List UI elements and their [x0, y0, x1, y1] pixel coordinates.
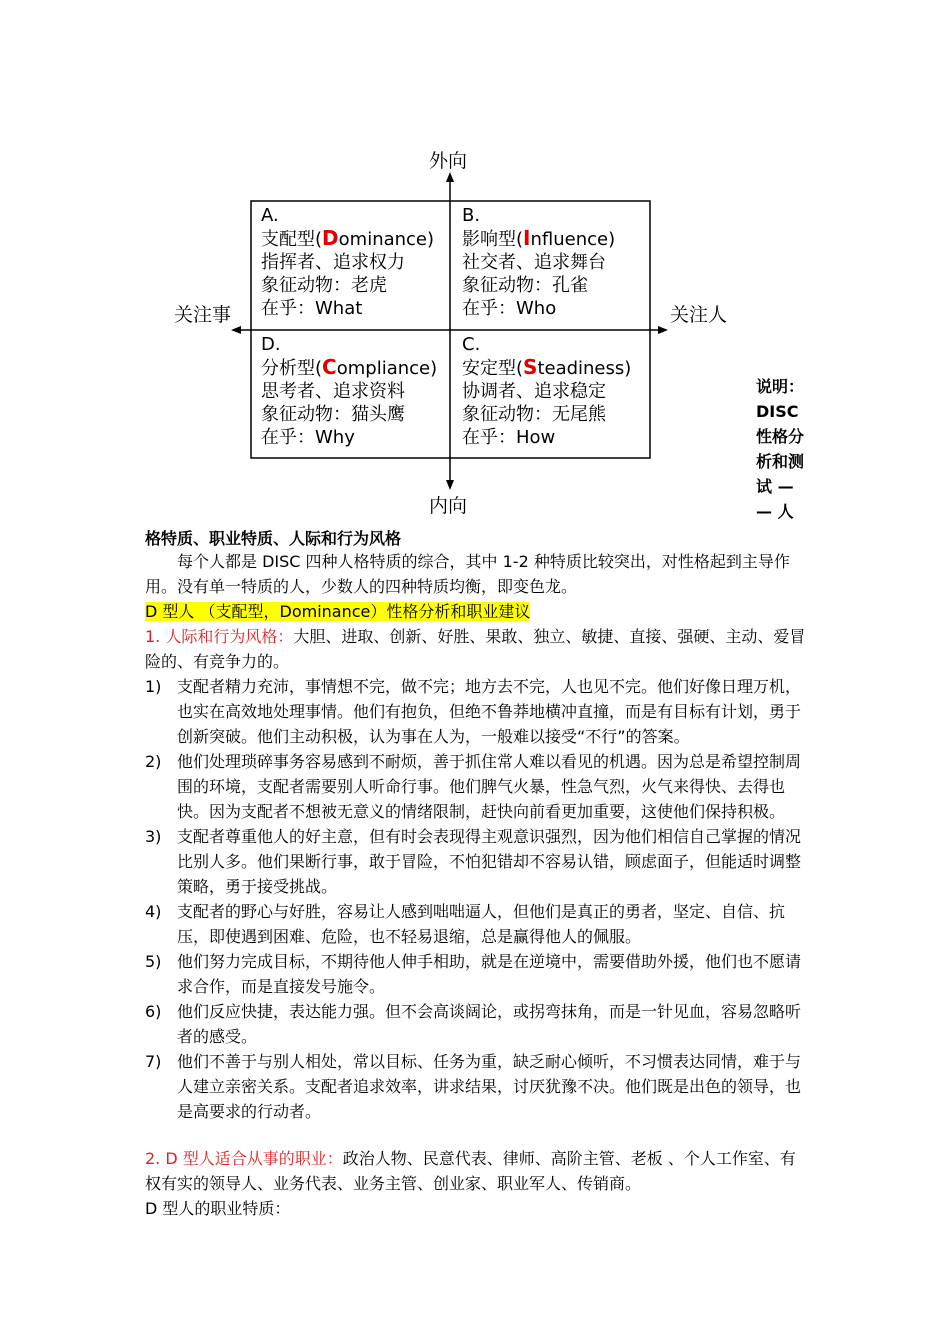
list-item	[145, 674, 810, 749]
quadrant-a-type: 支配型(Dominance)	[261, 226, 435, 250]
side-note	[756, 374, 812, 524]
quadrant-a-animal: 象征动物：老虎	[261, 275, 387, 296]
list-text: 支配者精力充沛，事情想不完，做不完；地方去不完，人也见不完。他们好像日理万机，也实在高效地处理事情。他们有抱负，但绝不鲁莽地横冲直撞，而是有目标有计划，勇于创新突破。他们主动积极，认为事在人为，一般难以接受“不行”的答案。	[177, 677, 802, 746]
quadrant-c-animal: 象征动物：无尾熊	[462, 404, 606, 425]
quadrant-a	[261, 204, 434, 320]
list-item	[145, 899, 810, 949]
list-number: 1)	[145, 677, 162, 696]
list-text: 他们不善于与别人相处，常以目标、任务为重，缺乏耐心倾听，不习惯表达同情，难于与人建立亲密关系。支配者追求效率，讲求结果，讨厌犹豫不决。他们既是出色的领导，也是高要求的行动者。	[177, 1052, 802, 1121]
axis-top-label: 外向	[429, 150, 468, 172]
list-number: 6)	[145, 1002, 162, 1021]
side-note-line: 试 —	[756, 477, 794, 496]
list-number: 5)	[145, 952, 162, 971]
list-text: 他们处理琐碎事务容易感到不耐烦，善于抓住常人难以看见的机遇。因为总是希望控制周围的环境，支配者需要别人听命行事。他们脾气火暴，性急气烈，火气来得快、去得也快。因为支配者不想被无意义的情绪限制，赶快向前看更加重要，这使他们保持积极。	[177, 752, 802, 821]
quadrant-d	[261, 333, 437, 449]
axis-bottom-label: 内向	[429, 495, 468, 517]
quadrant-b-type: 影响型(Influence)	[462, 226, 616, 250]
arrow-up-icon	[446, 172, 454, 182]
d-type-title	[145, 599, 810, 624]
d-type-title-text: D 型人 （支配型，Dominance）性格分析和职业建议	[145, 602, 531, 621]
quadrant-c-care: 在乎：How	[462, 427, 556, 448]
list-text: 支配者的野心与好胜，容易让人感到咄咄逼人，但他们是真正的勇者，坚定、自信、抗压，即使遇到困难、危险，也不轻易退缩，总是赢得他人的佩服。	[177, 902, 786, 946]
axis-right-label: 关注人	[670, 304, 728, 326]
quadrant-b	[462, 204, 615, 320]
list-number: 2)	[145, 752, 162, 771]
career-label: 2. D 型人适合从事的职业：	[145, 1149, 343, 1168]
list-text: 他们反应快捷，表达能力强。但不会高谈阔论，或拐弯抹角，而是一针见血，容易忽略听者的感受。	[177, 1002, 802, 1046]
style-text: 大胆、进取、创新、好胜、果敢、独立、敏捷、直接、强硬、主动、爱冒险的、有竞争力的。	[145, 627, 806, 671]
side-note-line: — 人	[756, 502, 794, 521]
list-number: 4)	[145, 902, 162, 921]
disc-diagram	[0, 0, 950, 520]
quadrant-a-letter: A.	[261, 205, 279, 226]
quadrant-b-animal: 象征动物：孔雀	[462, 275, 588, 296]
trait-title: D 型人的职业特质：	[145, 1199, 291, 1218]
quadrant-b-letter: B.	[462, 205, 481, 226]
list-text: 支配者尊重他人的好主意，但有时会表现得主观意识强烈，因为他们相信自己掌握的情况比别人多。他们果断行事，敢于冒险，不怕犯错却不容易认错，顾虑面子，但能适时调整策略，勇于接受挑战。	[177, 827, 802, 896]
quadrant-b-role: 社交者、追求舞台	[462, 252, 606, 273]
axis-left-label: 关注事	[174, 304, 232, 326]
style-label: 1. 人际和行为风格：	[145, 627, 294, 646]
trait-list	[145, 674, 810, 1124]
career-text: 政治人物、民意代表、律师、高阶主管、老板 、个人工作室、有权有实的领导人、业务代表、业务主管、创业家、职业军人、传销商。	[145, 1149, 796, 1193]
list-number: 3)	[145, 827, 162, 846]
quadrant-d-type: 分析型(Compliance)	[261, 355, 438, 379]
list-text: 他们努力完成目标，不期待他人伸手相助，就是在逆境中，需要借助外援，他们也不愿请求合作，而是直接发号施令。	[177, 952, 802, 996]
quadrant-c	[462, 333, 631, 449]
quadrant-c-role: 协调者、追求稳定	[462, 381, 606, 402]
style-paragraph	[145, 624, 810, 674]
list-item	[145, 824, 810, 899]
section-heading: 格特质、职业特质、人际和行为风格	[145, 529, 402, 548]
side-note-line: 说明：	[756, 377, 805, 396]
intro-paragraph: 每个人都是 DISC 四种人格特质的综合，其中 1-2 种特质比较突出，对性格起到主导作用。没有单一特质的人，少数人的四种特质均衡，即变色龙。	[145, 552, 790, 596]
arrow-right-icon	[658, 326, 668, 334]
list-item	[145, 999, 810, 1049]
quadrant-c-type: 安定型(Steadiness)	[462, 355, 632, 379]
list-number: 7)	[145, 1052, 162, 1071]
arrow-left-icon	[231, 326, 241, 334]
list-item	[145, 749, 810, 824]
quadrant-d-role: 思考者、追求资料	[261, 381, 405, 402]
quadrant-a-care: 在乎：What	[261, 298, 363, 319]
career-paragraph	[145, 1146, 810, 1196]
quadrant-d-care: 在乎：Why	[261, 427, 355, 448]
side-note-line: 析和测	[756, 452, 805, 471]
quadrant-c-letter: C.	[462, 334, 481, 355]
quadrant-a-role: 指挥者、追求权力	[261, 252, 405, 273]
side-note-line: 性格分	[756, 427, 805, 446]
quadrant-b-care: 在乎：Who	[462, 298, 557, 319]
list-item	[145, 1049, 810, 1124]
quadrant-d-animal: 象征动物：猫头鹰	[261, 404, 405, 425]
arrow-down-icon	[446, 480, 454, 490]
quadrant-d-letter: D.	[261, 334, 281, 355]
side-note-line: DISC	[756, 402, 799, 421]
list-item	[145, 949, 810, 999]
